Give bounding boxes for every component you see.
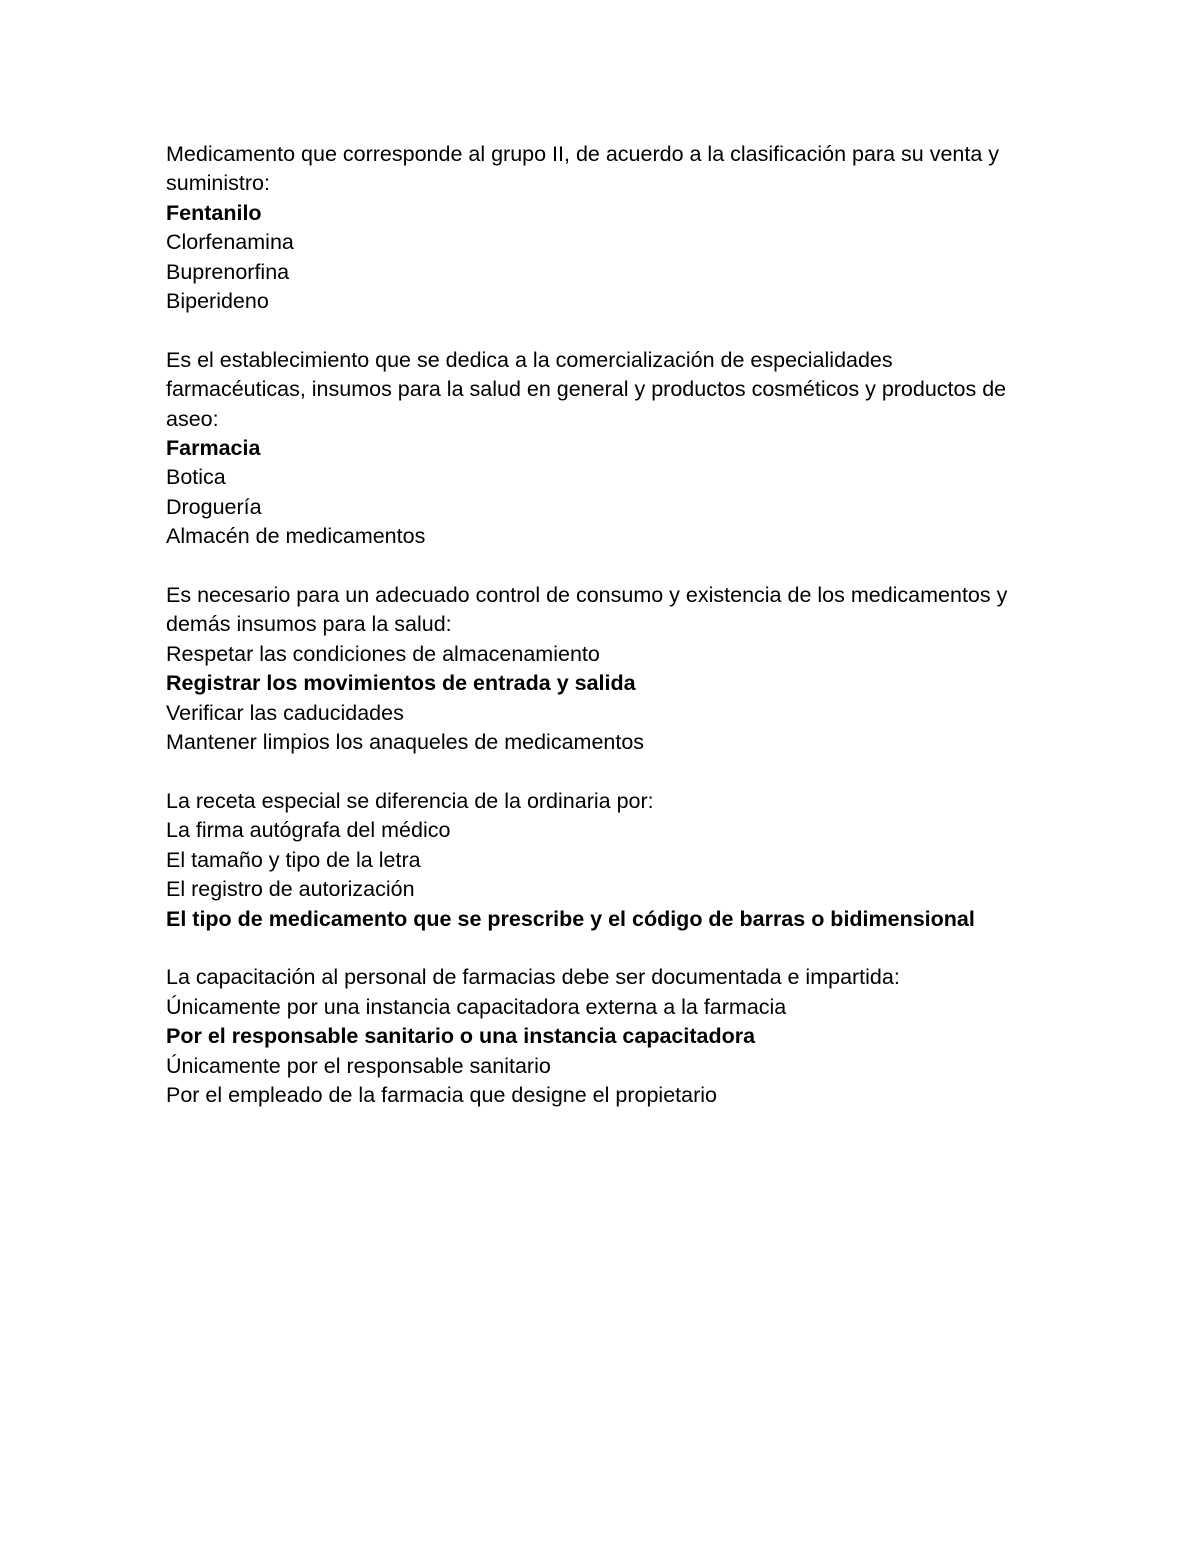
answer-option: Biperideno xyxy=(166,289,269,314)
answer-option: Respetar las condiciones de almacenamiento xyxy=(166,641,600,666)
question-block xyxy=(166,963,1026,1110)
answer-option: Únicamente por el responsable sanitario xyxy=(166,1053,551,1078)
answer-option: La firma autógrafa del médico xyxy=(166,818,451,843)
question-prompt: Es el establecimiento que se dedica a la comercialización de especialidades farmacéuticas, insumos para la salud en general y productos cosméticos y productos de aseo: xyxy=(166,347,1007,431)
question-block xyxy=(166,346,1026,552)
question-block xyxy=(166,581,1026,757)
question-prompt: Es necesario para un adecuado control de consumo y existencia de los medicamentos y demás insumos para la salud: xyxy=(166,583,1008,637)
answer-option: Clorfenamina xyxy=(166,230,294,255)
answer-option-correct: Farmacia xyxy=(166,436,261,461)
answer-option: Por el empleado de la farmacia que designe el propietario xyxy=(166,1082,717,1107)
document-page xyxy=(166,140,1026,1140)
answer-option: Botica xyxy=(166,465,226,490)
answer-option: El tamaño y tipo de la letra xyxy=(166,847,421,872)
answer-option-correct: El tipo de medicamento que se prescribe y el código de barras o bidimensional xyxy=(166,906,975,931)
answer-option: Droguería xyxy=(166,494,262,519)
answer-option-correct: Por el responsable sanitario o una instancia capacitadora xyxy=(166,1024,756,1049)
answer-option-correct: Fentanilo xyxy=(166,200,262,225)
answer-option: Mantener limpios los anaqueles de medicamentos xyxy=(166,730,645,755)
answer-option: Buprenorfina xyxy=(166,259,290,284)
answer-option: Almacén de medicamentos xyxy=(166,524,426,549)
question-block xyxy=(166,787,1026,934)
answer-option: Verificar las caducidades xyxy=(166,700,404,725)
question-block xyxy=(166,140,1026,316)
answer-option: Únicamente por una instancia capacitadora externa a la farmacia xyxy=(166,994,787,1019)
question-prompt: La capacitación al personal de farmacias debe ser documentada e impartida: xyxy=(166,965,900,990)
question-prompt: La receta especial se diferencia de la ordinaria por: xyxy=(166,788,654,813)
question-prompt: Medicamento que corresponde al grupo II, de acuerdo a la clasificación para su venta y suministro: xyxy=(166,142,1000,196)
answer-option-correct: Registrar los movimientos de entrada y salida xyxy=(166,671,636,696)
answer-option: El registro de autorización xyxy=(166,877,415,902)
